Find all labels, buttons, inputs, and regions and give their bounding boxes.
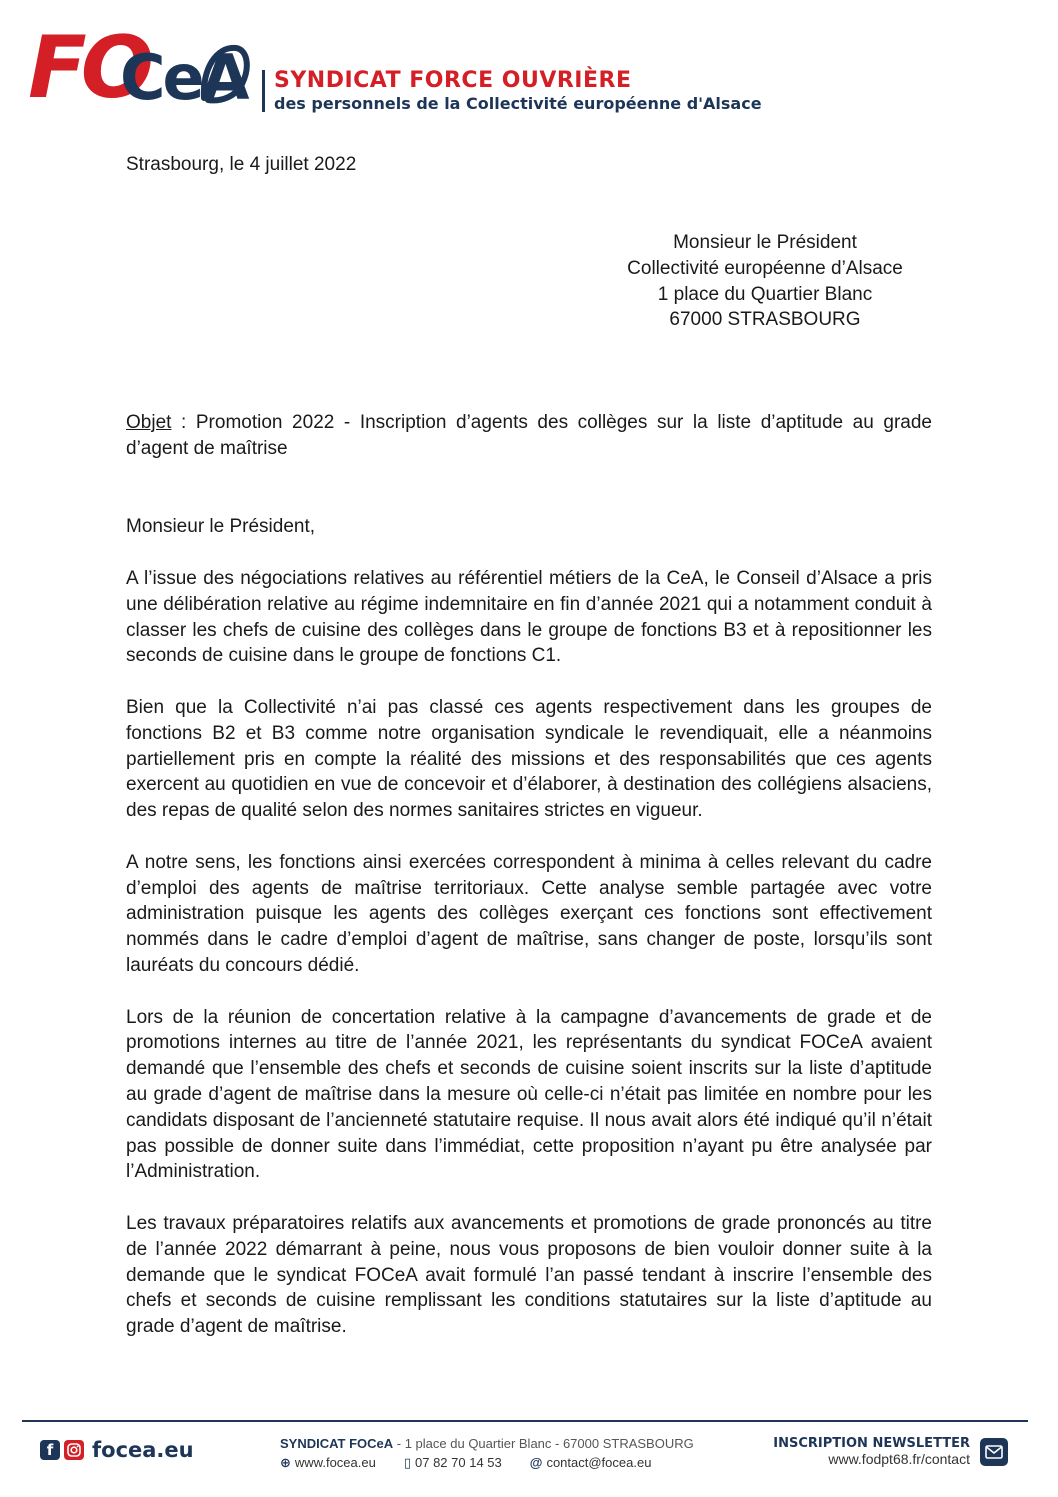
facebook-icon[interactable]: f <box>40 1440 60 1460</box>
footer-phone-text: 07 82 70 14 53 <box>415 1455 502 1470</box>
instagram-icon[interactable] <box>64 1440 84 1460</box>
social-links <box>40 1438 194 1462</box>
footer-address: - 1 place du Quartier Blanc - 67000 STRASBOURG <box>393 1436 694 1451</box>
body-paragraph: Les travaux préparatoires relatifs aux avancements et promotions de grade prononcés au titre de l’année 2022 démarrant à peine, nous vous proposons de bien vouloir donner suite à la demande que le syndicat FOCeA avait formulé l’an passé tendant à inscrire l’ensemble des chefs et seconds de cuisine remplissant les conditions statutaires sur la liste d’aptitude au grade d’agent de maîtrise. <box>126 1212 932 1338</box>
page-footer <box>0 1428 1058 1488</box>
logo-cea-text: CeA <box>120 41 247 114</box>
letter-subject <box>126 410 932 462</box>
letter-date: Strasbourg, le 4 juillet 2022 <box>126 154 357 175</box>
letterhead <box>28 18 788 118</box>
footer-website-text: www.focea.eu <box>294 1455 376 1470</box>
recipient-line: Monsieur le Président <box>673 232 857 253</box>
body-paragraph: Bien que la Collectivité n’ai pas classé ces agents respectivement dans les groupes de fonctions B2 et B3 comme notre organisation syndicale le revendiquait, elle a néanmoins partiellement pris en compte la réalité des missions et des responsabilités que ces agents exercent au quotidien en vue de concevoir et d’élaborer, à destination des collégiens alsaciens, des repas de qualité selon des normes sanitaires strictes en vigueur. <box>126 696 932 822</box>
recipient-line: 1 place du Quartier Blanc <box>657 283 873 305</box>
footer-org-name: SYNDICAT FOCeA <box>280 1436 394 1451</box>
footer-email[interactable] <box>530 1455 652 1471</box>
footer-address-line <box>280 1436 740 1451</box>
newsletter-block <box>760 1436 970 1467</box>
footer-contact-line <box>280 1455 740 1471</box>
letter-body <box>126 566 932 1366</box>
mail-icon[interactable] <box>980 1438 1008 1466</box>
letter-salutation: Monsieur le Président, <box>126 516 316 537</box>
header-divider <box>262 70 265 112</box>
org-subtitle: des personnels de la Collectivité européenne d'Alsace <box>274 94 762 113</box>
subject-text: : Promotion 2022 - Inscription d’agents des collèges sur la liste d’aptitude au grade d’agent de maîtrise <box>126 412 932 459</box>
globe-icon: ⊕ <box>280 1455 291 1470</box>
footer-phone[interactable] <box>404 1455 502 1471</box>
footer-email-text: contact@focea.eu <box>546 1455 652 1470</box>
footer-brand-link[interactable]: focea.eu <box>92 1438 194 1462</box>
recipient-line: Collectivité européenne d’Alsace <box>627 257 903 279</box>
at-icon: @ <box>529 1455 543 1470</box>
body-paragraph: A notre sens, les fonctions ainsi exercées correspondent à minima à celles relevant du cadre d’emploi des agents de maîtrise territoriaux. Cette analyse semble partagée avec votre administration puisque les agents des collèges exerçant ces fonctions sont effectivement nommés dans le cadre d’emploi d’agent de maîtrise, sans changer de poste, lorsqu’ils sont lauréats du concours dédié. <box>126 851 932 976</box>
logo-swoosh-icon <box>198 40 250 106</box>
phone-icon: ▯ <box>403 1455 411 1470</box>
footer-website[interactable] <box>280 1455 376 1471</box>
body-paragraph: Lors de la réunion de concertation relative à la campagne d’avancements de grade et de promotions internes au titre de l’année 2021, les représentants du syndicat FOCeA avaient demandé que l’ensemble des chefs et seconds de cuisine soient inscrits sur la liste d’aptitude au grade d’agent de maîtrise dans la mesure où celle-ci n’était pas limitée en nombre pour les candidats disposant de l’ancienneté statutaire requise. Il nous avait alors été indiqué qu’il n’était pas possible de donner suite dans l’immédiat, cette proposition n’ayant pu être analysée par l’Administration. <box>126 1006 932 1183</box>
footer-divider <box>22 1420 1028 1422</box>
newsletter-title: INSCRIPTION NEWSLETTER <box>773 1436 970 1451</box>
recipient-address <box>560 230 970 333</box>
org-title: SYNDICAT FORCE OUVRIÈRE <box>274 68 632 93</box>
subject-label: Objet <box>126 412 172 433</box>
logo-fo-text: FO <box>28 18 148 118</box>
body-paragraph: A l’issue des négociations relatives au référentiel métiers de la CeA, le Conseil d’Alsace a pris une délibération relative au régime indemnitaire en fin d’année 2021 qui a notamment conduit à classer les chefs de cuisine des collèges dans le groupe de fonctions B3 et à repositionner les seconds de cuisine dans le groupe de fonctions C1. <box>126 568 932 667</box>
recipient-line: 67000 STRASBOURG <box>669 309 861 331</box>
newsletter-link[interactable]: www.fodpt68.fr/contact <box>828 1451 970 1467</box>
footer-contact <box>280 1436 740 1471</box>
